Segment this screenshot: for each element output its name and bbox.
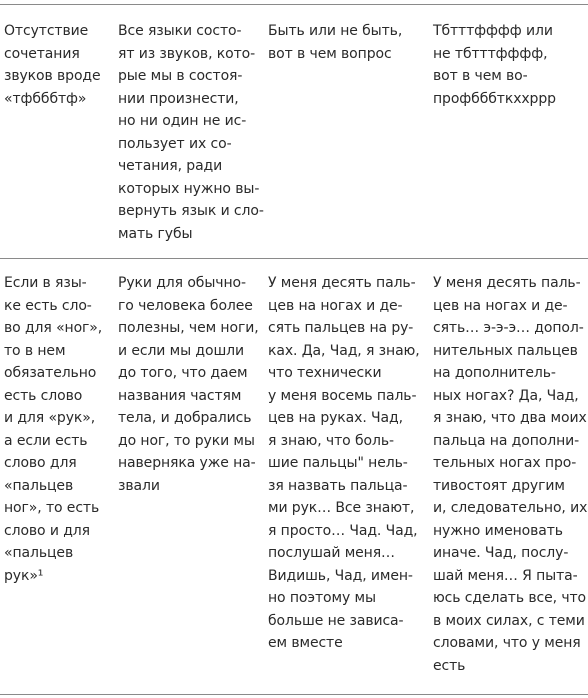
table-cell: Быть или не быть, вот в чем вопрос [268, 23, 403, 62]
table-cell: У меня десять паль- цев на ногах и де- сять… э-э-э… допол- нительных пальцев на дополнитель- ных ногах? Да, Чад, я знаю, что два моих пальца на дополни- тельных ногах про- тивостоят другим и, следовательно, их нужно именовать иначе. Чад, послу- шай меня… Я пыта- юсь сделать все, что в моих силах, с теми словами, что у меня есть [433, 275, 588, 674]
table-cell: Руки для обычно- го человека более полезны, чем ноги, и если мы дошли до того, что даем названия частям тела, и добрались до ног, то руки мы наверняка уже на- звали [118, 275, 259, 494]
table-cell: Если в язы- ке есть сло- во для «ног», то в нем обязательно есть слово и для «рук», а если есть слово для «пальцев ног», то есть слово и для «пальцев рук»¹ [4, 275, 103, 584]
table-cell: Отсутствие сочетания звуков вроде «тфбббтф» [4, 23, 101, 107]
table-bottom-rule [0, 694, 588, 695]
row-divider [0, 258, 588, 259]
table-cell: У меня десять паль- цев на ногах и де- сять пальцев на ру- ках. Да, Чад, я знаю, что технически у меня восемь паль- цев на руках. Чад, я знаю, что боль- шие пальцы" нель- зя назвать пальца- ми рук… Все знают, я просто… Чад. Чад, послушай меня… Видишь, Чад, имен- но поэтому мы больше не зависа- ем вместе [268, 275, 420, 651]
table-top-rule [0, 4, 588, 5]
table-cell: Тбтттфффф или не тбтттфффф, вот в чем во- профбббткххррр [433, 23, 556, 107]
table-cell: Все языки состо- ят из звуков, кото- рые мы в состоя- нии произнести, но ни один не ис- пользует их со- четания, ради которых нужно вы- вернуть язык и сло- мать губы [118, 23, 264, 242]
